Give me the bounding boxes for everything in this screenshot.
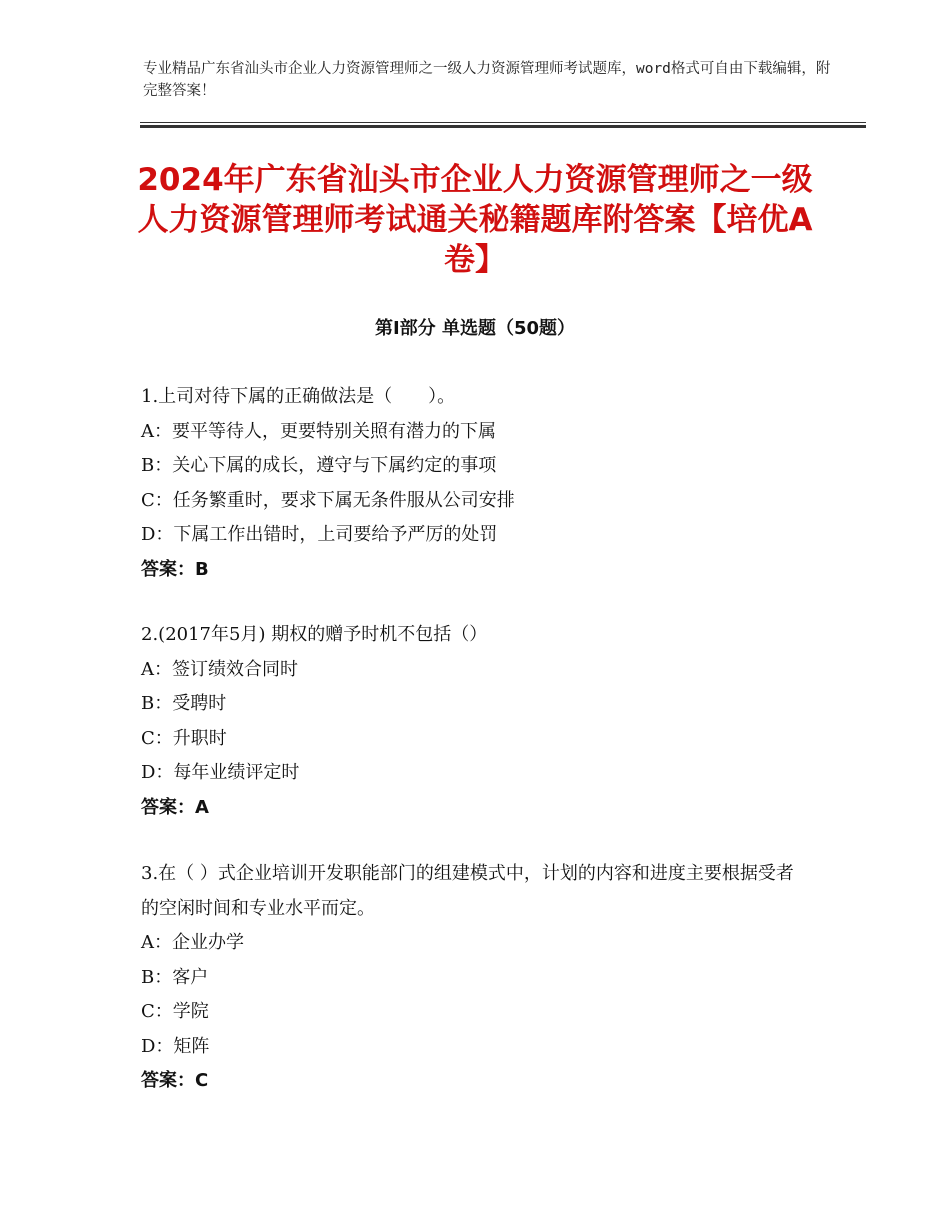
document-title: 2024年广东省汕头市企业人力资源管理师之一级人力资源管理师考试通关秘籍题库附答案【培优A卷】	[137, 162, 813, 278]
option-c: C：任务繁重时，要求下属无条件服从公司安排	[141, 489, 515, 511]
option-b: B：客户	[141, 966, 209, 988]
answer: 答案：A	[141, 796, 209, 818]
answer: 答案：B	[141, 558, 209, 580]
section-title: 第Ⅰ部分 单选题（50题）	[374, 318, 575, 339]
option-b: B：关心下属的成长，遵守与下属约定的事项	[141, 455, 497, 476]
option-d: D：下属工作出错时，上司要给予严厉的处罚	[141, 524, 498, 545]
question-stem: 3.在（ ）式企业培训开发职能部门的组建模式中，计划的内容和进度主要根据受者的空闲时间和专业水平而定。	[141, 863, 794, 919]
header-note: 专业精品广东省汕头市企业人力资源管理师之一级人力资源管理师考试题库，word格式可自由下载编辑，附完整答案！	[143, 61, 831, 99]
question-stem: 1.上司对待下属的正确做法是（ ）。	[141, 386, 456, 407]
option-a: A：要平等待人，更要特别关照有潜力的下属	[141, 420, 496, 442]
option-c: C：学院	[141, 1001, 209, 1022]
question-stem: 2.(2017年5月) 期权的赠予时机不包括（）	[141, 624, 488, 645]
header-divider-thick	[140, 125, 866, 128]
answer: 答案：C	[141, 1070, 209, 1091]
option-c: C：升职时	[141, 727, 227, 749]
header-divider-thin	[140, 122, 866, 123]
option-d: D：矩阵	[141, 1035, 210, 1057]
option-a: A：企业办学	[141, 932, 244, 953]
option-b: B：受聘时	[141, 693, 227, 714]
question-2	[141, 618, 841, 825]
question-1	[141, 380, 841, 587]
option-d: D：每年业绩评定时	[141, 762, 300, 783]
question-3	[141, 857, 806, 1099]
option-a: A：签订绩效合同时	[141, 658, 298, 680]
